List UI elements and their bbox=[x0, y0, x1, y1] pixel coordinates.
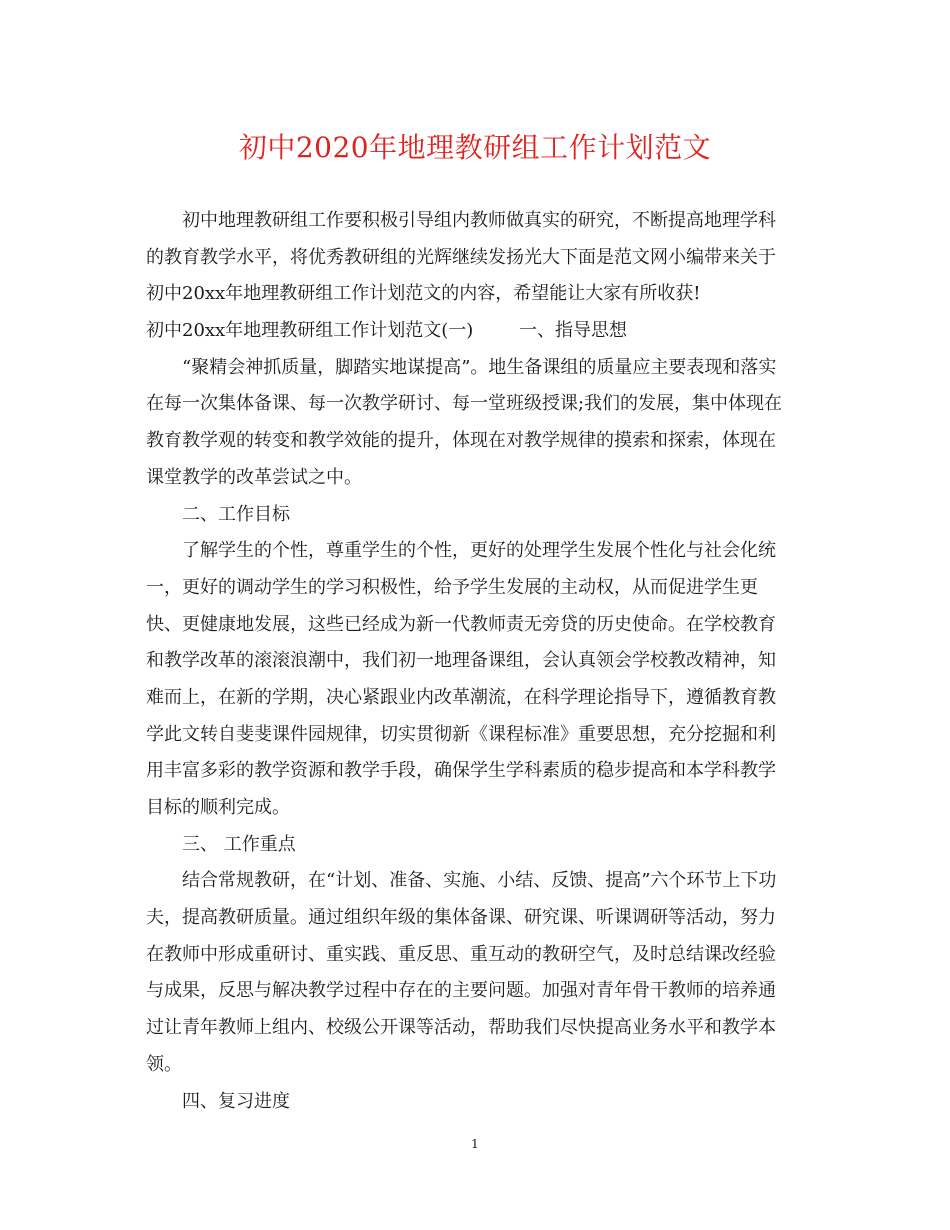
section-heading: 三、 工作重点 bbox=[182, 833, 296, 855]
paragraph-line: 初中20xx年地理教研组工作计划范文的内容，希望能让大家有所收获! bbox=[146, 283, 701, 305]
paragraph-line: 夫，提高教研质量。通过组织年级的集体备课、研究课、听课调研等活动，努力 bbox=[146, 907, 776, 929]
paragraph-line: 和教学改革的滚滚浪潮中，我们初一地理备课组，会认真领会学校教改精神，知 bbox=[146, 650, 776, 672]
paragraph-line: 在每一次集体备课、每一次教学研讨、每一堂班级授课;我们的发展，集中体现在 bbox=[146, 393, 783, 415]
section-heading: 二、工作目标 bbox=[182, 503, 290, 525]
section-heading: 四、复习进度 bbox=[182, 1090, 290, 1112]
paragraph-line: 教育教学观的转变和教学效能的提升，体现在对教学规律的摸索和探索，体现在 bbox=[146, 430, 776, 452]
paragraph-line: 的教育教学水平，将优秀教研组的光辉继续发扬光大下面是范文网小编带来关于 bbox=[146, 246, 776, 268]
document-title: 初中2020年地理教研组工作计划范文 bbox=[238, 131, 712, 164]
paragraph-line: 快、更健康地发展，这些已经成为新一代教师责无旁贷的历史使命。在学校教育 bbox=[146, 613, 776, 635]
paragraph-line: 用丰富多彩的教学资源和教学手段，确保学生学科素质的稳步提高和本学科教学 bbox=[146, 760, 776, 782]
paragraph-line: 在教师中形成重研讨、重实践、重反思、重互动的教研空气，及时总结课改经验 bbox=[146, 943, 776, 965]
paragraph-line: 过让青年教师上组内、校级公开课等活动，帮助我们尽快提高业务水平和教学本 bbox=[146, 1017, 776, 1039]
page-number: 1 bbox=[471, 1137, 479, 1151]
paragraph-line: 学此文转自斐斐课件园规律，切实贯彻新《课程标准》重要思想，充分挖掘和利 bbox=[146, 723, 776, 745]
paragraph-line: “聚精会神抓质量，脚踏实地谋提高”。地生备课组的质量应主要表现和落实 bbox=[182, 356, 777, 378]
document-body bbox=[146, 203, 806, 1120]
paragraph-line: 难而上，在新的学期，决心紧跟业内改革潮流，在科学理论指导下，遵循教育教 bbox=[146, 686, 776, 708]
paragraph-line: 初中地理教研组工作要积极引导组内教师做真实的研究，不断提高地理学科 bbox=[182, 210, 776, 231]
paragraph-line: 领。 bbox=[146, 1053, 182, 1075]
paragraph-line: 初中20xx年地理教研组工作计划范文(一) 一、指导思想 bbox=[146, 320, 628, 342]
paragraph-line: 一，更好的调动学生的学习积极性，给予学生发展的主动权，从而促进学生更 bbox=[146, 576, 758, 598]
paragraph-line: 结合常规教研，在“计划、准备、实施、小结、反馈、提高”六个环节上下功 bbox=[182, 870, 777, 892]
paragraph-line: 课堂教学的改革尝试之中。 bbox=[146, 466, 362, 488]
paragraph-line: 目标的顺利完成。 bbox=[146, 797, 290, 818]
paragraph-line: 了解学生的个性，尊重学生的个性，更好的处理学生发展个性化与社会化统 bbox=[182, 540, 776, 562]
paragraph-line: 与成果，反思与解决教学过程中存在的主要问题。加强对青年骨干教师的培养通 bbox=[146, 980, 776, 1002]
